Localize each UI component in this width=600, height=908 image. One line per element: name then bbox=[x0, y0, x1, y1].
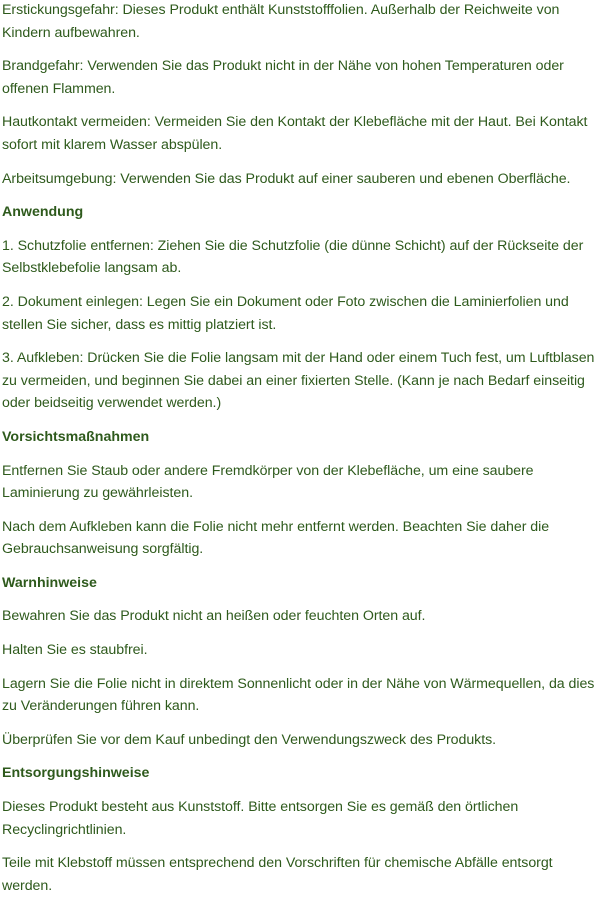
heading-disposal: Entsorgungshinweise bbox=[2, 765, 150, 782]
heading-warnings: Warnhinweise bbox=[2, 574, 97, 591]
paragraph-dust-free: Halten Sie es staubfrei. bbox=[2, 642, 148, 659]
paragraph-storage-place: Bewahren Sie das Produkt nicht an heißen oder feuchten Orten auf. bbox=[2, 608, 426, 625]
paragraph-fire-hazard: Brandgefahr: Verwenden Sie das Produkt nicht in der Nähe von hohen Temperaturen oder offenen Flammen. bbox=[2, 58, 564, 97]
paragraph-choking-hazard: Erstickungsgefahr: Dieses Produkt enthält Kunststofffolien. Außerhalb der Reichweite von Kindern aufbewahren. bbox=[2, 2, 560, 41]
paragraph-plastic-recycling: Dieses Produkt besteht aus Kunststoff. Bitte entsorgen Sie es gemäß den örtlichen Recyclingrichtlinien. bbox=[2, 799, 519, 838]
heading-application: Anwendung bbox=[2, 204, 84, 221]
step-remove-protective-film: 1. Schutzfolie entfernen: Ziehen Sie die Schutzfolie (die dünne Schicht) auf der Rückseite der Selbstklebefolie langsam ab. bbox=[2, 237, 584, 277]
paragraph-not-removable: Nach dem Aufkleben kann die Folie nicht mehr entfernt werden. Beachten Sie daher die Gebrauchsanweisung sorgfältig. bbox=[2, 518, 550, 558]
paragraph-check-purpose: Überprüfen Sie vor dem Kauf unbedingt den Verwendungszweck des Produkts. bbox=[2, 731, 497, 748]
step-insert-document: 2. Dokument einlegen: Legen Sie ein Dokument oder Foto zwischen die Laminierfolien und stellen Sie sicher, dass es mittig platziert ist. bbox=[2, 293, 569, 333]
paragraph-skin-contact: Hautkontakt vermeiden: Vermeiden Sie den Kontakt der Klebefläche mit der Haut. Bei Kontakt sofort mit klarem Wasser abspülen. bbox=[2, 114, 588, 153]
paragraph-adhesive-disposal: Teile mit Klebstoff müssen entsprechend den Vorschriften für chemische Abfälle entsorgt werden. bbox=[2, 855, 553, 894]
paragraph-work-environment: Arbeitsumgebung: Verwenden Sie das Produkt auf einer sauberen und ebenen Oberfläche. bbox=[2, 170, 571, 187]
step-apply: 3. Aufkleben: Drücken Sie die Folie langsam mit der Hand oder einem Tuch fest, um Luftblasen zu vermeiden, und beginnen Sie dabei an einer fixierten Stelle. (Kann je nach Bedarf einseitig oder beidseitig verwendet werden.) bbox=[2, 350, 595, 412]
paragraph-remove-dust: Entfernen Sie Staub oder andere Fremdkörper von der Klebefläche, um eine saubere Laminierung zu gewährleisten. bbox=[2, 462, 534, 502]
heading-precautions: Vorsichtsmaßnahmen bbox=[2, 428, 150, 445]
paragraph-sunlight: Lagern Sie die Folie nicht in direktem Sonnenlicht oder in der Nähe von Wärmequellen, da dies zu Veränderungen führen kann. bbox=[2, 675, 595, 715]
